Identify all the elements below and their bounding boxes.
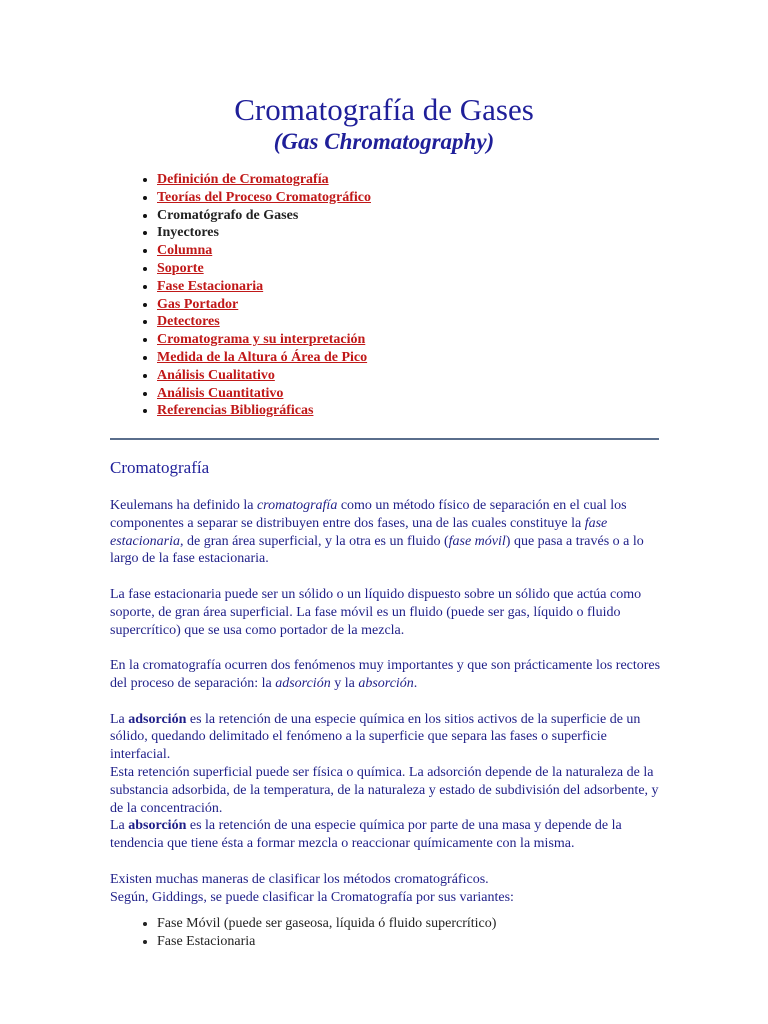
- toc-item[interactable]: [157, 189, 371, 207]
- toc-link-definicion[interactable]: Definición de Cromatografía: [157, 172, 329, 187]
- toc-item[interactable]: [157, 278, 371, 296]
- toc-link-referencias[interactable]: Referencias Bibliográficas: [157, 403, 314, 419]
- text-run: En la cromatografía ocurren dos fenómenos muy importantes y que son prácticamente los rectores del proceso de separación: la: [110, 658, 661, 691]
- text-run: Según, Giddings, se puede clasificar la Cromatografía por sus variantes:: [110, 889, 514, 905]
- toc-link-columna[interactable]: Columna: [157, 243, 213, 259]
- emphasis-cromatografia: cromatografía: [256, 498, 338, 513]
- toc-link-detectores[interactable]: Detectores: [157, 314, 220, 330]
- text-run: La: [110, 818, 129, 834]
- variants-list: [110, 915, 662, 951]
- toc-item[interactable]: [157, 171, 371, 189]
- section-body: [110, 497, 662, 951]
- text-run: es la retención de una especie química en los sitios activos de la superficie de un sólido, quedando delimitado el fenómeno a la superficie que separa las fases o superficie interfacial.: [110, 711, 641, 763]
- bold-adsorcion: adsorción: [128, 711, 187, 727]
- toc-text-inyectores: Inyectores: [157, 225, 219, 241]
- toc-link-gas-portador[interactable]: Gas Portador: [157, 296, 239, 312]
- toc-item[interactable]: [157, 260, 371, 278]
- paragraph-fase-estacionaria: La fase estacionaria puede ser un sólido o un líquido dispuesto sobre un sólido que actúa como soporte, de gran área superficial. La fase móvil es un fluido (puede ser gas, líquido o fluido supercrítico) que se usa como portador de la mezcla.: [110, 586, 642, 638]
- text-run: ) que pasa a través o a lo largo de la fase estacionaria.: [110, 533, 644, 567]
- emphasis-absorcion: absorción: [358, 675, 414, 691]
- toc-text-cromatografo: Cromatógrafo de Gases: [157, 207, 299, 223]
- table-of-contents: [130, 171, 371, 420]
- toc-link-soporte[interactable]: Soporte: [157, 260, 204, 276]
- emphasis-fase-estacionaria: fase estacionaria: [110, 515, 608, 549]
- paragraph-definition: [110, 497, 662, 568]
- list-item: • Fase Móvil (puede ser gaseosa, líquida ó fluido supercrítico): [157, 915, 662, 933]
- text-run: La: [110, 711, 129, 727]
- toc-link-medida-altura[interactable]: Medida de la Altura ó Área de Pico: [157, 349, 368, 365]
- toc-link-analisis-cuantitativo[interactable]: Análisis Cuantitativo: [157, 385, 284, 401]
- page-subtitle: (Gas Chromatography): [273, 129, 495, 154]
- toc-item[interactable]: [157, 313, 371, 331]
- toc-item[interactable]: [157, 367, 371, 385]
- bold-absorcion: absorción: [128, 818, 187, 834]
- list-item: • Fase Estacionaria: [157, 933, 662, 951]
- toc-item[interactable]: [157, 331, 371, 349]
- text-run: , de gran área superficial, y la otra es un fluido (: [180, 533, 449, 549]
- toc-item: [157, 207, 371, 225]
- emphasis-fase-movil: fase móvil: [448, 533, 506, 549]
- emphasis-adsorcion: adsorción: [275, 675, 331, 691]
- toc-item: [157, 224, 371, 242]
- paragraph-clasificacion: [110, 871, 662, 907]
- section-divider: [110, 438, 659, 440]
- toc-link-cromatograma[interactable]: Cromatograma y su interpretación: [157, 332, 366, 348]
- section-heading: Cromatografía: [110, 458, 210, 477]
- toc-item[interactable]: [157, 385, 371, 403]
- paragraph-adsorcion-absorcion: [110, 711, 662, 853]
- toc-link-analisis-cualitativo[interactable]: Análisis Cualitativo: [157, 367, 275, 383]
- paragraph-fenomenos: [110, 657, 662, 693]
- text-run: Existen muchas maneras de clasificar los métodos cromatográficos.: [110, 871, 489, 887]
- text-run: Esta retención superficial puede ser física o química. La adsorción depende de la naturaleza de la substancia adsorbida, de la temperatura, de la naturaleza y estado de subdivisión del adsorbente, y de la concentración.: [110, 764, 659, 816]
- toc-link-fase-estacionaria[interactable]: Fase Estacionaria: [157, 278, 264, 294]
- toc-item[interactable]: [157, 402, 371, 420]
- toc-link-teorias[interactable]: Teorías del Proceso Cromatográfico: [157, 189, 371, 205]
- toc-item[interactable]: [157, 349, 371, 367]
- text-run: Keulemans ha definido la: [110, 498, 257, 513]
- toc-item[interactable]: [157, 242, 371, 260]
- text-run: .: [413, 675, 418, 691]
- text-run: es la retención de una especie química por parte de una masa y depende de la tendencia que tiene ésta a formar mezcla o reaccionar químicamente con la misma.: [110, 818, 622, 852]
- toc-item[interactable]: [157, 296, 371, 314]
- text-run: como un método físico de separación en el cual los componentes a separar se distribuyen entre dos fases, una de las cuales constituye la: [110, 498, 627, 531]
- page-title: Cromatografía de Gases: [234, 92, 534, 127]
- text-run: y la: [330, 675, 359, 691]
